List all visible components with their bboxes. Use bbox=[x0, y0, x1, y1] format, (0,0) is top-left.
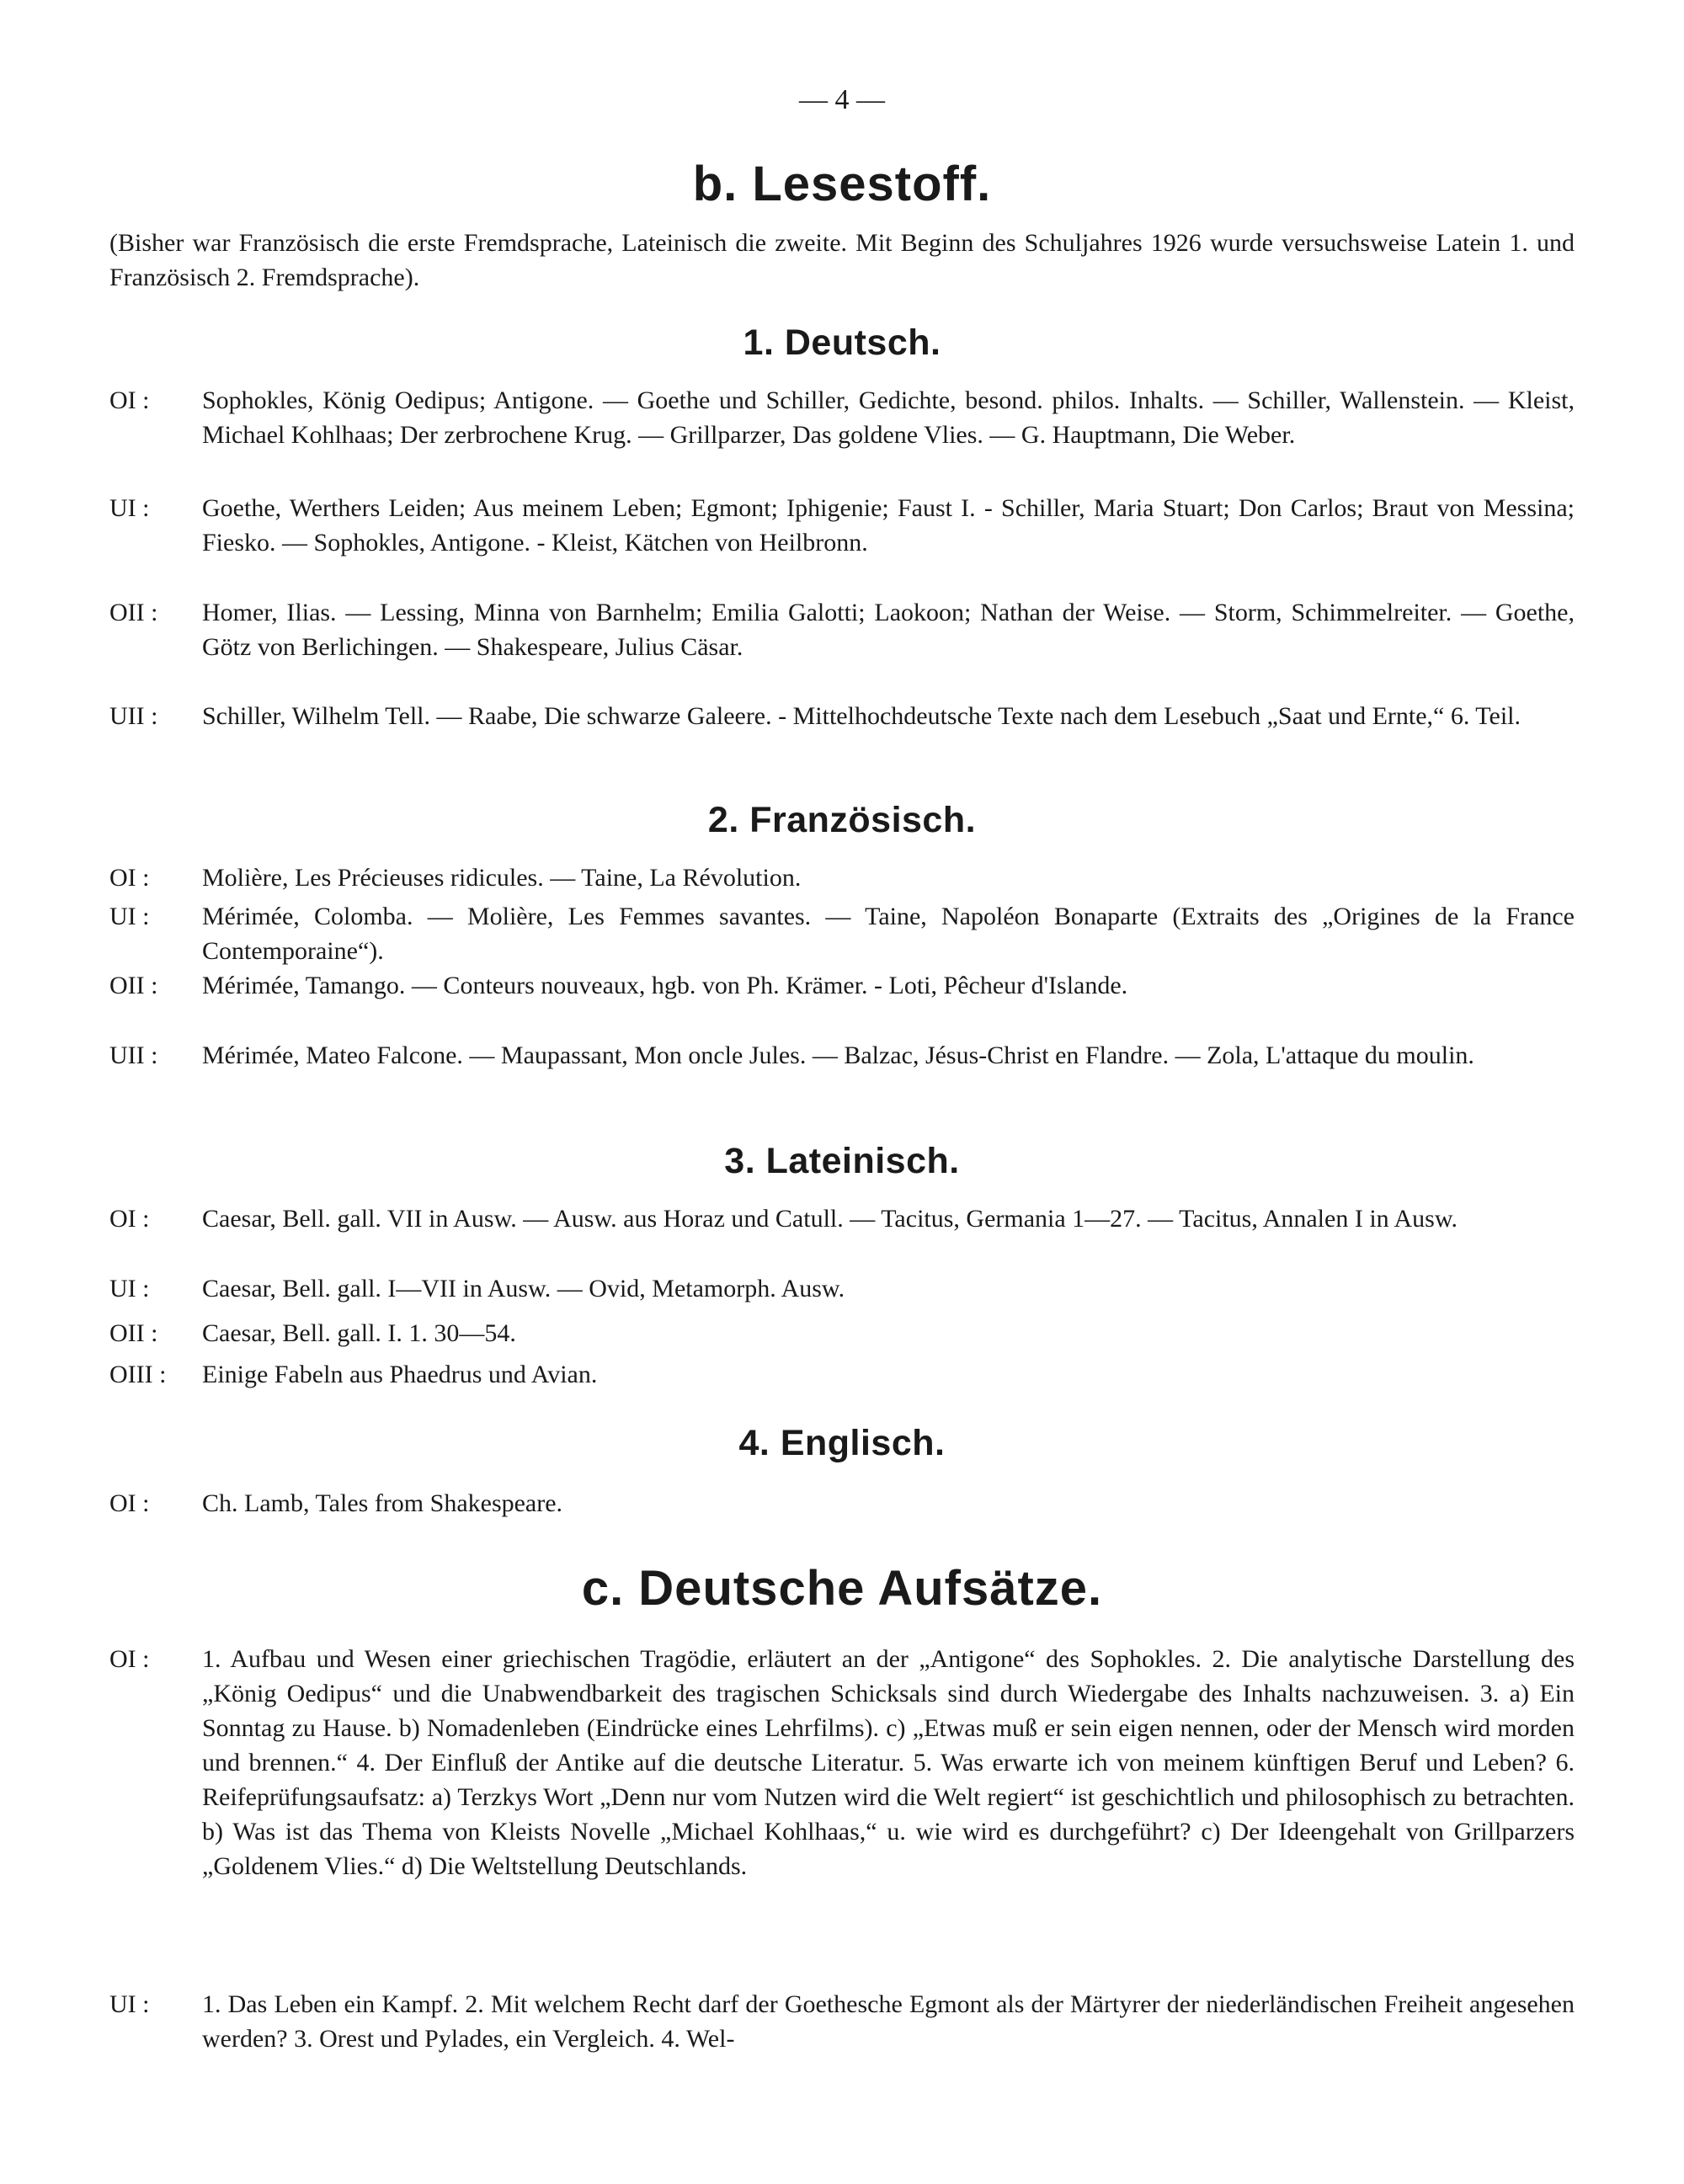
reading-entry-lateinisch-oiii bbox=[109, 1357, 1575, 1392]
grade-label: UII : bbox=[109, 702, 158, 730]
reading-entry-lateinisch-oii bbox=[109, 1316, 1575, 1350]
reading-entry-franzoesisch-oii bbox=[109, 968, 1575, 1003]
reading-entry-lateinisch-oi bbox=[109, 1201, 1575, 1236]
reading-entry-englisch-oi bbox=[109, 1486, 1575, 1521]
section-b-intro: (Bisher war Französisch die erste Fremdsprache, Lateinisch die zweite. Mit Beginn des Schuljahres 1926 wurde versuchsweise Latein 1. und Französisch 2. Fremdsprache). bbox=[109, 229, 1575, 291]
reading-entry-deutsch-uii bbox=[109, 699, 1575, 733]
grade-label: OII : bbox=[109, 1319, 158, 1347]
grade-label: OI : bbox=[109, 386, 150, 414]
essay-entry-oi bbox=[109, 1642, 1575, 1883]
page-number: — 4 — bbox=[799, 84, 885, 115]
reading-entry-deutsch-oi bbox=[109, 383, 1575, 452]
grade-label: OIII : bbox=[109, 1361, 167, 1388]
grade-label: OI : bbox=[109, 864, 150, 892]
entry-text: Schiller, Wilhelm Tell. — Raabe, Die schwarze Galeere. - Mittelhochdeutsche Texte nach dem Lesebuch „Saat und Ernte,“ 6. Teil. bbox=[202, 702, 1521, 730]
entry-text: Ch. Lamb, Tales from Shakespeare. bbox=[202, 1489, 563, 1517]
entry-text: Caesar, Bell. gall. VII in Ausw. — Ausw. aus Horaz und Catull. — Tacitus, Germania 1—27. — Tacitus, Annalen I in Ausw. bbox=[202, 1205, 1458, 1233]
subject-heading-franzoesisch: 2. Französisch. bbox=[707, 800, 977, 840]
entry-text: Homer, Ilias. — Lessing, Minna von Barnhelm; Emilia Galotti; Laokoon; Nathan der Weise. — Storm, Schimmelreiter. — Goethe, Götz von Berlichingen. — Shakespeare, Julius Cäsar. bbox=[202, 599, 1575, 661]
subject-heading-lateinisch: 3. Lateinisch. bbox=[724, 1141, 960, 1181]
reading-entry-franzoesisch-ui bbox=[109, 899, 1575, 968]
grade-label: UII : bbox=[109, 1041, 158, 1069]
section-c-heading: c. Deutsche Aufsätze. bbox=[581, 1561, 1103, 1616]
grade-label: UI : bbox=[109, 1275, 150, 1302]
grade-label: OI : bbox=[109, 1489, 150, 1517]
entry-text: Mérimée, Mateo Falcone. — Maupassant, Mon oncle Jules. — Balzac, Jésus-Christ en Flandre. — Zola, L'attaque du moulin. bbox=[202, 1041, 1474, 1069]
entry-text: Caesar, Bell. gall. I. 1. 30—54. bbox=[202, 1319, 516, 1347]
subject-heading-englisch: 4. Englisch. bbox=[738, 1423, 946, 1463]
entry-text: Goethe, Werthers Leiden; Aus meinem Leben; Egmont; Iphigenie; Faust I. - Schiller, Maria Stuart; Don Carlos; Braut von Messina; Fiesko. — Sophokles, Antigone. - Kleist, Kätchen von Heilbronn. bbox=[202, 494, 1575, 557]
grade-label: OI : bbox=[109, 1205, 150, 1233]
reading-entry-franzoesisch-uii bbox=[109, 1038, 1575, 1073]
entry-text: Einige Fabeln aus Phaedrus und Avian. bbox=[202, 1361, 598, 1388]
essay-entry-ui bbox=[109, 1987, 1575, 2056]
section-b-heading: b. Lesestoff. bbox=[692, 157, 992, 211]
grade-label: OI : bbox=[109, 1645, 150, 1673]
reading-entry-deutsch-oii bbox=[109, 595, 1575, 664]
reading-entry-franzoesisch-oi bbox=[109, 860, 1575, 895]
entry-text: Mérimée, Colomba. — Molière, Les Femmes savantes. — Taine, Napoléon Bonaparte (Extraits des „Origines de la France Contemporaine“). bbox=[202, 903, 1575, 965]
reading-entry-lateinisch-ui bbox=[109, 1271, 1575, 1306]
entry-text: Mérimée, Tamango. — Conteurs nouveaux, hgb. von Ph. Krämer. - Loti, Pêcheur d'Islande. bbox=[202, 972, 1128, 999]
entry-text: Molière, Les Précieuses ridicules. — Taine, La Révolution. bbox=[202, 864, 802, 892]
grade-label: UI : bbox=[109, 494, 150, 522]
entry-text: Sophokles, König Oedipus; Antigone. — Goethe und Schiller, Gedichte, besond. philos. Inhalts. — Schiller, Wallenstein. — Kleist, Michael Kohlhaas; Der zerbrochene Krug. — Grillparzer, Das goldene Vlies. — G. Hauptmann, Die Weber. bbox=[202, 386, 1575, 449]
entry-text: 1. Das Leben ein Kampf. 2. Mit welchem Recht darf der Goethesche Egmont als der Märtyrer der niederländischen Freiheit angesehen werden? 3. Orest und Pylades, ein Vergleich. 4. Wel- bbox=[202, 1990, 1575, 2053]
entry-text: 1. Aufbau und Wesen einer griechischen Tragödie, erläutert an der „Antigone“ des Sophokles. 2. Die analytische Darstellung des „König Oedipus“ und die Unabwendbarkeit des tragischen Schicksals sind durch Wiedergabe des Inhalts nachzuweisen. 3. a) Ein Sonntag zu Hause. b) Nomadenleben (Eindrücke eines Lehrfilms). c) „Etwas muß er sein eigen nennen, oder der Mensch wird morden und brennen.“ 4. Der Einfluß der Antike auf die deutsche Literatur. 5. Was erwarte ich von meinem künftigen Beruf und Leben? 6. Reifeprüfungsaufsatz: a) Terzkys Wort „Denn nur vom Nutzen wird die Welt regiert“ ist geschichtlich und philosophisch zu betrachten. b) Was ist das Thema von Kleists Novelle „Michael Kohlhaas,“ u. wie wird es durchgeführt? c) Der Ideengehalt von Grillparzers „Goldenem Vlies.“ d) Die Weltstellung Deutschlands. bbox=[202, 1645, 1575, 1880]
entry-text: Caesar, Bell. gall. I—VII in Ausw. — Ovid, Metamorph. Ausw. bbox=[202, 1275, 845, 1302]
subject-heading-deutsch: 1. Deutsch. bbox=[743, 322, 941, 363]
grade-label: OII : bbox=[109, 972, 158, 999]
grade-label: UI : bbox=[109, 903, 150, 930]
grade-label: UI : bbox=[109, 1990, 150, 2018]
grade-label: OII : bbox=[109, 599, 158, 626]
reading-entry-deutsch-ui bbox=[109, 491, 1575, 560]
